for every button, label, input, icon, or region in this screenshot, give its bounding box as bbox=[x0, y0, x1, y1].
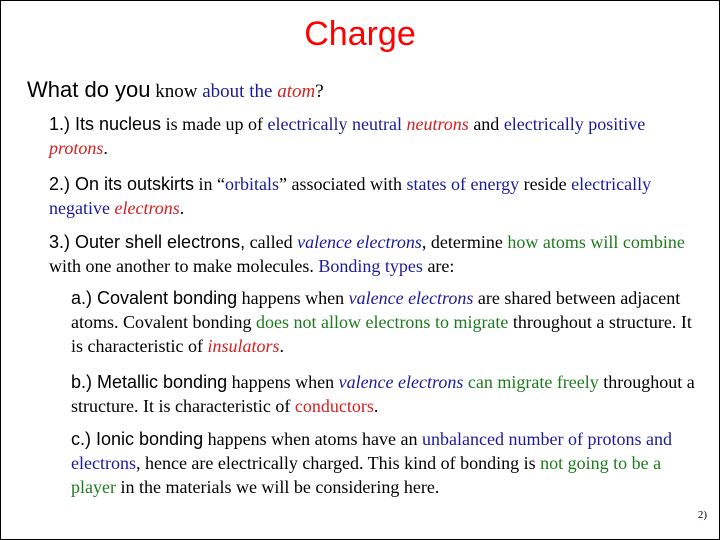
point-c-ionic bbox=[71, 427, 701, 499]
point-b-text: . bbox=[373, 396, 379, 416]
point-2-text: in “ bbox=[194, 174, 226, 194]
point-b-lead: b.) Metallic bonding bbox=[71, 372, 228, 392]
slide-title: Charge bbox=[304, 15, 416, 53]
intro-text: know bbox=[150, 81, 203, 102]
intro-end: ? bbox=[315, 81, 324, 102]
point-3-text: are: bbox=[422, 256, 455, 276]
point-2-electrons: electrons bbox=[114, 198, 180, 218]
point-b-text: throughout a structure. It is characteristic of bbox=[71, 372, 695, 416]
point-2-outskirts bbox=[49, 172, 699, 220]
point-1-lead: 1.) Its nucleus bbox=[49, 114, 162, 134]
point-2-text: reside bbox=[519, 174, 572, 194]
point-b-metallic bbox=[71, 370, 696, 418]
point-c-lead: c.) Ionic bonding bbox=[71, 429, 204, 449]
point-a-lead: a.) Covalent bonding bbox=[71, 288, 238, 308]
page-number: 2) bbox=[697, 509, 707, 521]
point-3-outer-shell bbox=[49, 230, 704, 278]
intro-atom: atom bbox=[277, 81, 316, 102]
point-2-text: ” associated with bbox=[279, 174, 407, 194]
point-1-neutral: electrically neutral bbox=[267, 114, 402, 134]
point-2-text: . bbox=[179, 198, 185, 218]
point-a-valence: valence electrons bbox=[348, 288, 474, 308]
point-3-lead: 3.) Outer shell electrons, bbox=[49, 232, 246, 252]
point-a-text: are shared between adjacent atoms. Covalent bonding bbox=[71, 288, 681, 332]
point-3-text: with one another to make molecules. bbox=[49, 256, 319, 276]
point-1-text: . bbox=[103, 138, 108, 158]
intro-question bbox=[27, 77, 324, 103]
point-b-text: happens when bbox=[227, 372, 339, 392]
intro-about: about the bbox=[202, 81, 273, 102]
point-3-text: called bbox=[245, 232, 298, 252]
point-c-text: , hence are electrically charged. This kind of bonding is bbox=[135, 453, 541, 473]
point-3-how-combine: how atoms will combine bbox=[507, 232, 685, 252]
point-c-not-player: not going to be a player bbox=[71, 453, 662, 497]
point-2-negative: electrically negative bbox=[49, 174, 652, 218]
point-a-insulators: insulators bbox=[207, 336, 280, 356]
point-a-text: throughout a structure. It is characteristic of bbox=[71, 312, 692, 356]
point-1-text: is made up of bbox=[161, 114, 268, 134]
point-a-covalent bbox=[71, 286, 696, 358]
point-1-neutrons: neutrons bbox=[406, 114, 469, 134]
point-c-text: happens when atoms have an bbox=[203, 429, 423, 449]
point-1-text: and bbox=[468, 114, 504, 134]
point-1-positive: positive bbox=[588, 114, 646, 134]
point-1-protons: protons bbox=[49, 138, 104, 158]
point-2-orbitals: orbitals bbox=[225, 174, 280, 194]
point-3-text: , determine bbox=[421, 232, 508, 252]
point-b-valence: valence electrons bbox=[338, 372, 464, 392]
point-2-lead: 2.) On its outskirts bbox=[49, 174, 195, 194]
point-3-bonding-types: Bonding types bbox=[318, 256, 423, 276]
intro-lead: What do you bbox=[27, 77, 151, 102]
point-c-text: in the materials we will be considering here. bbox=[115, 477, 440, 497]
point-2-states: states of energy bbox=[406, 174, 520, 194]
point-1-electrically: electrically bbox=[503, 114, 584, 134]
point-a-text: happens when bbox=[237, 288, 349, 308]
point-a-not-allow: does not allow electrons to migrate bbox=[255, 312, 509, 332]
point-a-text: . bbox=[279, 336, 284, 356]
point-b-migrate: can migrate freely bbox=[467, 372, 599, 392]
point-3-valence: valence electrons bbox=[297, 232, 422, 252]
point-b-conductors: conductors bbox=[294, 396, 374, 416]
point-c-unbalanced: unbalanced number of protons and electrons bbox=[71, 429, 672, 473]
point-1-nucleus bbox=[49, 112, 699, 160]
